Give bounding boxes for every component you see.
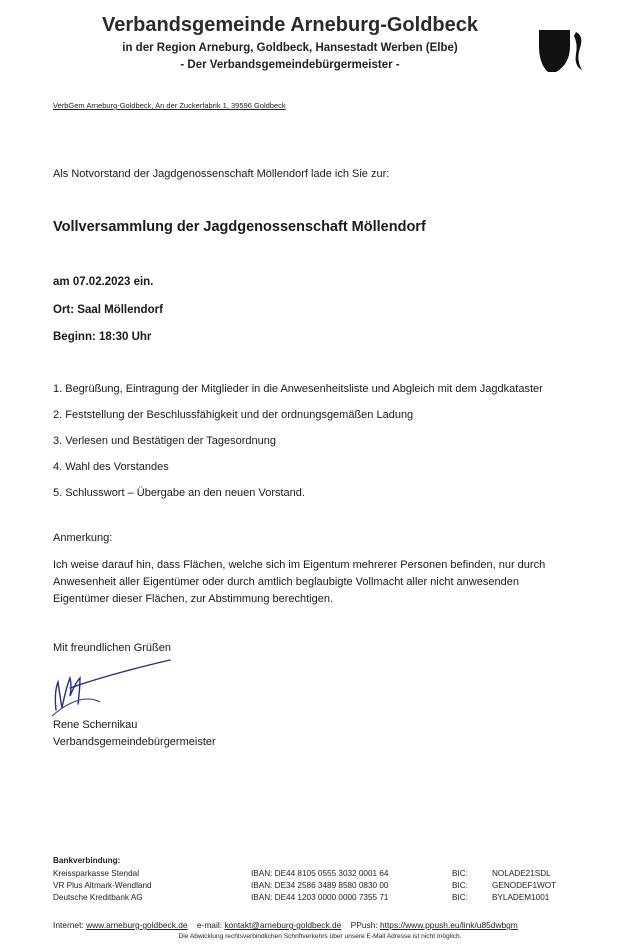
signer-role: Verbandsgemeindebürgermeister (53, 736, 216, 748)
ppush-label: PPush: (350, 920, 378, 930)
bank-name: VR Plus Altmark-Wendland (53, 881, 152, 890)
letterhead-role: - Der Verbandsgemeindebürgermeister - (180, 59, 400, 71)
bank-bic: BYLADEM1001 (492, 893, 550, 902)
letterhead-title: Verbandsgemeinde Arneburg-Goldbeck (101, 14, 478, 36)
note-heading: Anmerkung: (53, 532, 113, 544)
coat-of-arms-icon (536, 26, 586, 76)
bank-name: Kreissparkasse Stendal (53, 869, 140, 878)
website-link[interactable]: www.arneburg-goldbeck.de (86, 920, 188, 930)
footer-disclaimer: Die Abwicklung rechtsverbindlichen Schriftverkehrs über unsere E-Mail Adresse ist nicht möglich. (178, 933, 462, 940)
agenda-item: 1. Begrüßung, Eintragung der Mitglieder in die Anwesenheitsliste und Abgleich mit dem Jagdkataster (53, 383, 543, 395)
bank-bic-label: BIC: (452, 869, 468, 878)
email-link[interactable]: kontakt@arneburg-goldbeck.de (224, 920, 342, 930)
agenda-item: 2. Feststellung der Beschlussfähigkeit und der ordnungsgemäßen Ladung (53, 409, 414, 421)
bank-iban: IBAN: DE44 1203 0000 0000 7355 71 (251, 893, 389, 902)
meeting-start: Beginn: 18:30 Uhr (53, 331, 152, 343)
intro-text: Als Notvorstand der Jagdgenossenschaft Möllendorf lade ich Sie zur: (53, 168, 390, 180)
bank-heading: Bankverbindung: (53, 856, 121, 865)
footer-contact (53, 920, 518, 930)
agenda-item: 5. Schlusswort – Übergabe an den neuen Vorstand. (53, 487, 305, 499)
agenda-item: 3. Verlesen und Bestätigen der Tagesordnung (53, 435, 277, 447)
ppush-link[interactable]: https://www.ppush.eu/link/u85dwbgm (379, 920, 518, 930)
meeting-date: am 07.02.2023 ein. (53, 276, 154, 288)
signature-image (40, 652, 180, 718)
note-text: Ich weise darauf hin, dass Flächen, welche sich im Eigentum mehrerer Personen befinden, nur durch Anwesenheit aller Eigentümer oder durch amtlich beglaubigte Vollmacht aller nicht anwesenden Eigentümer dieser Flächen, zur Abstimmung berechtigen. (53, 559, 546, 605)
meeting-place: Ort: Saal Möllendorf (53, 304, 163, 316)
sender-address-line: VerbGem Arneburg-Goldbeck, An der Zuckerfabrik 1, 39596 Goldbeck (53, 101, 286, 110)
bank-bic: GENODEF1WOT (492, 881, 557, 890)
internet-label: Internet: (53, 920, 84, 930)
bank-bic-label: BIC: (452, 893, 468, 902)
bank-name: Deutsche Kreditbank AG (53, 893, 143, 902)
letterhead-subtitle: in der Region Arneburg, Goldbeck, Hansestadt Werben (Elbe) (122, 42, 458, 54)
bank-iban: IBAN: DE44 8105 0555 3032 0001 64 (251, 869, 389, 878)
bank-iban: IBAN: DE34 2586 3489 8580 0830 00 (251, 881, 389, 890)
bank-bic-label: BIC: (452, 881, 468, 890)
bank-bic: NOLADE21SDL (492, 869, 551, 878)
closing-greeting: Mit freundlichen Grüßen (53, 642, 171, 654)
meeting-title: Vollversammlung der Jagdgenossenschaft Möllendorf (53, 219, 426, 235)
email-label: e-mail: (196, 920, 223, 930)
agenda-item: 4. Wahl des Vorstandes (53, 461, 169, 473)
signer-name: Rene Schernikau (53, 719, 138, 731)
